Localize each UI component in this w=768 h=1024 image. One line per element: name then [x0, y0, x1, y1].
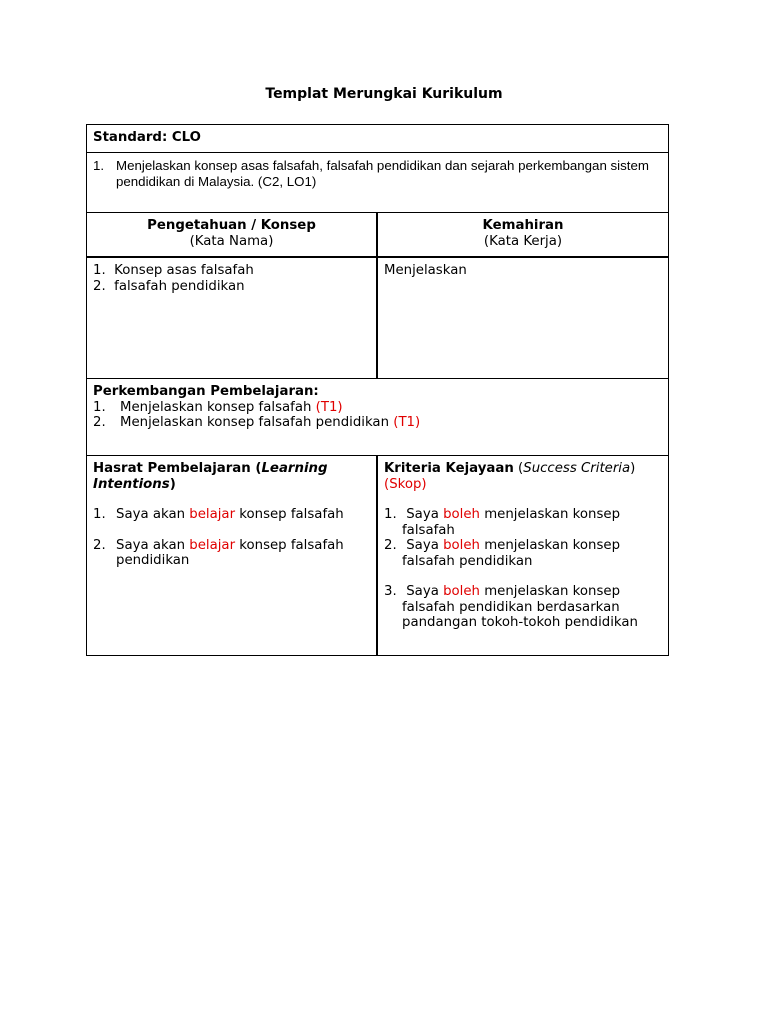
page-title: Templat Merungkai Kurikulum	[265, 86, 503, 102]
skill-subtitle: (Kata Kerja)	[483, 233, 563, 249]
knowledge-subtitle: (Kata Nama)	[189, 233, 274, 249]
highlight-word: boleh	[443, 584, 480, 599]
highlight-word: belajar	[189, 537, 236, 553]
knowledge-header	[87, 213, 376, 254]
list-item: 2. Menjelaskan konsep falsafah pendidikan (T1)	[93, 415, 421, 430]
highlight-word: boleh	[443, 507, 480, 522]
list-item: 1. Saya boleh menjelaskan konsep falsafah	[384, 507, 621, 538]
knowledge-list	[87, 258, 376, 299]
list-item: 2. falsafah pendidikan	[93, 278, 245, 294]
list-item: 1. Konsep asas falsafah	[93, 263, 254, 278]
criteria-header: Kriteria Kejayaan (Success Criteria)	[384, 461, 636, 476]
level-tag: (T1)	[393, 415, 421, 430]
list-item: 2. Saya akan belajar konsep falsafah pendidikan	[93, 537, 344, 568]
clo-text: Menjelaskan konsep asas falsafah, falsafah pendidikan dan sejarah perkembangan sistem pendidikan di Malaysia. (C2, LO1)	[116, 158, 649, 189]
skill-value: Menjelaskan	[384, 263, 467, 278]
success-criteria	[378, 456, 668, 636]
intentions-header: Hasrat Pembelajaran (Learning Intentions)	[93, 461, 328, 492]
clo-number: 1.	[93, 158, 105, 173]
list-item: 1. Saya akan belajar konsep falsafah	[93, 507, 344, 522]
highlight-word: belajar	[189, 507, 236, 522]
knowledge-title: Pengetahuan / Konsep	[147, 218, 316, 233]
skill-header	[378, 213, 668, 254]
level-tag: (T1)	[315, 399, 343, 415]
standard-label: Standard: CLO	[93, 130, 201, 145]
learning-intentions	[87, 456, 376, 574]
skill-title: Kemahiran	[482, 218, 564, 233]
list-item: 1. Menjelaskan konsep falsafah (T1)	[93, 399, 343, 415]
list-item: 3. Saya boleh menjelaskan konsep falsafah pendidikan berdasarkan pandangan tokoh-tokoh pendidikan	[384, 584, 638, 630]
list-item: 2. Saya boleh menjelaskan konsep falsafah pendidikan	[384, 538, 621, 569]
highlight-word: boleh	[443, 538, 480, 553]
progression-header: Perkembangan Pembelajaran:	[93, 384, 319, 399]
scope-label: (Skop)	[384, 476, 427, 492]
clo-statement	[87, 153, 667, 194]
progression-section	[87, 379, 667, 436]
